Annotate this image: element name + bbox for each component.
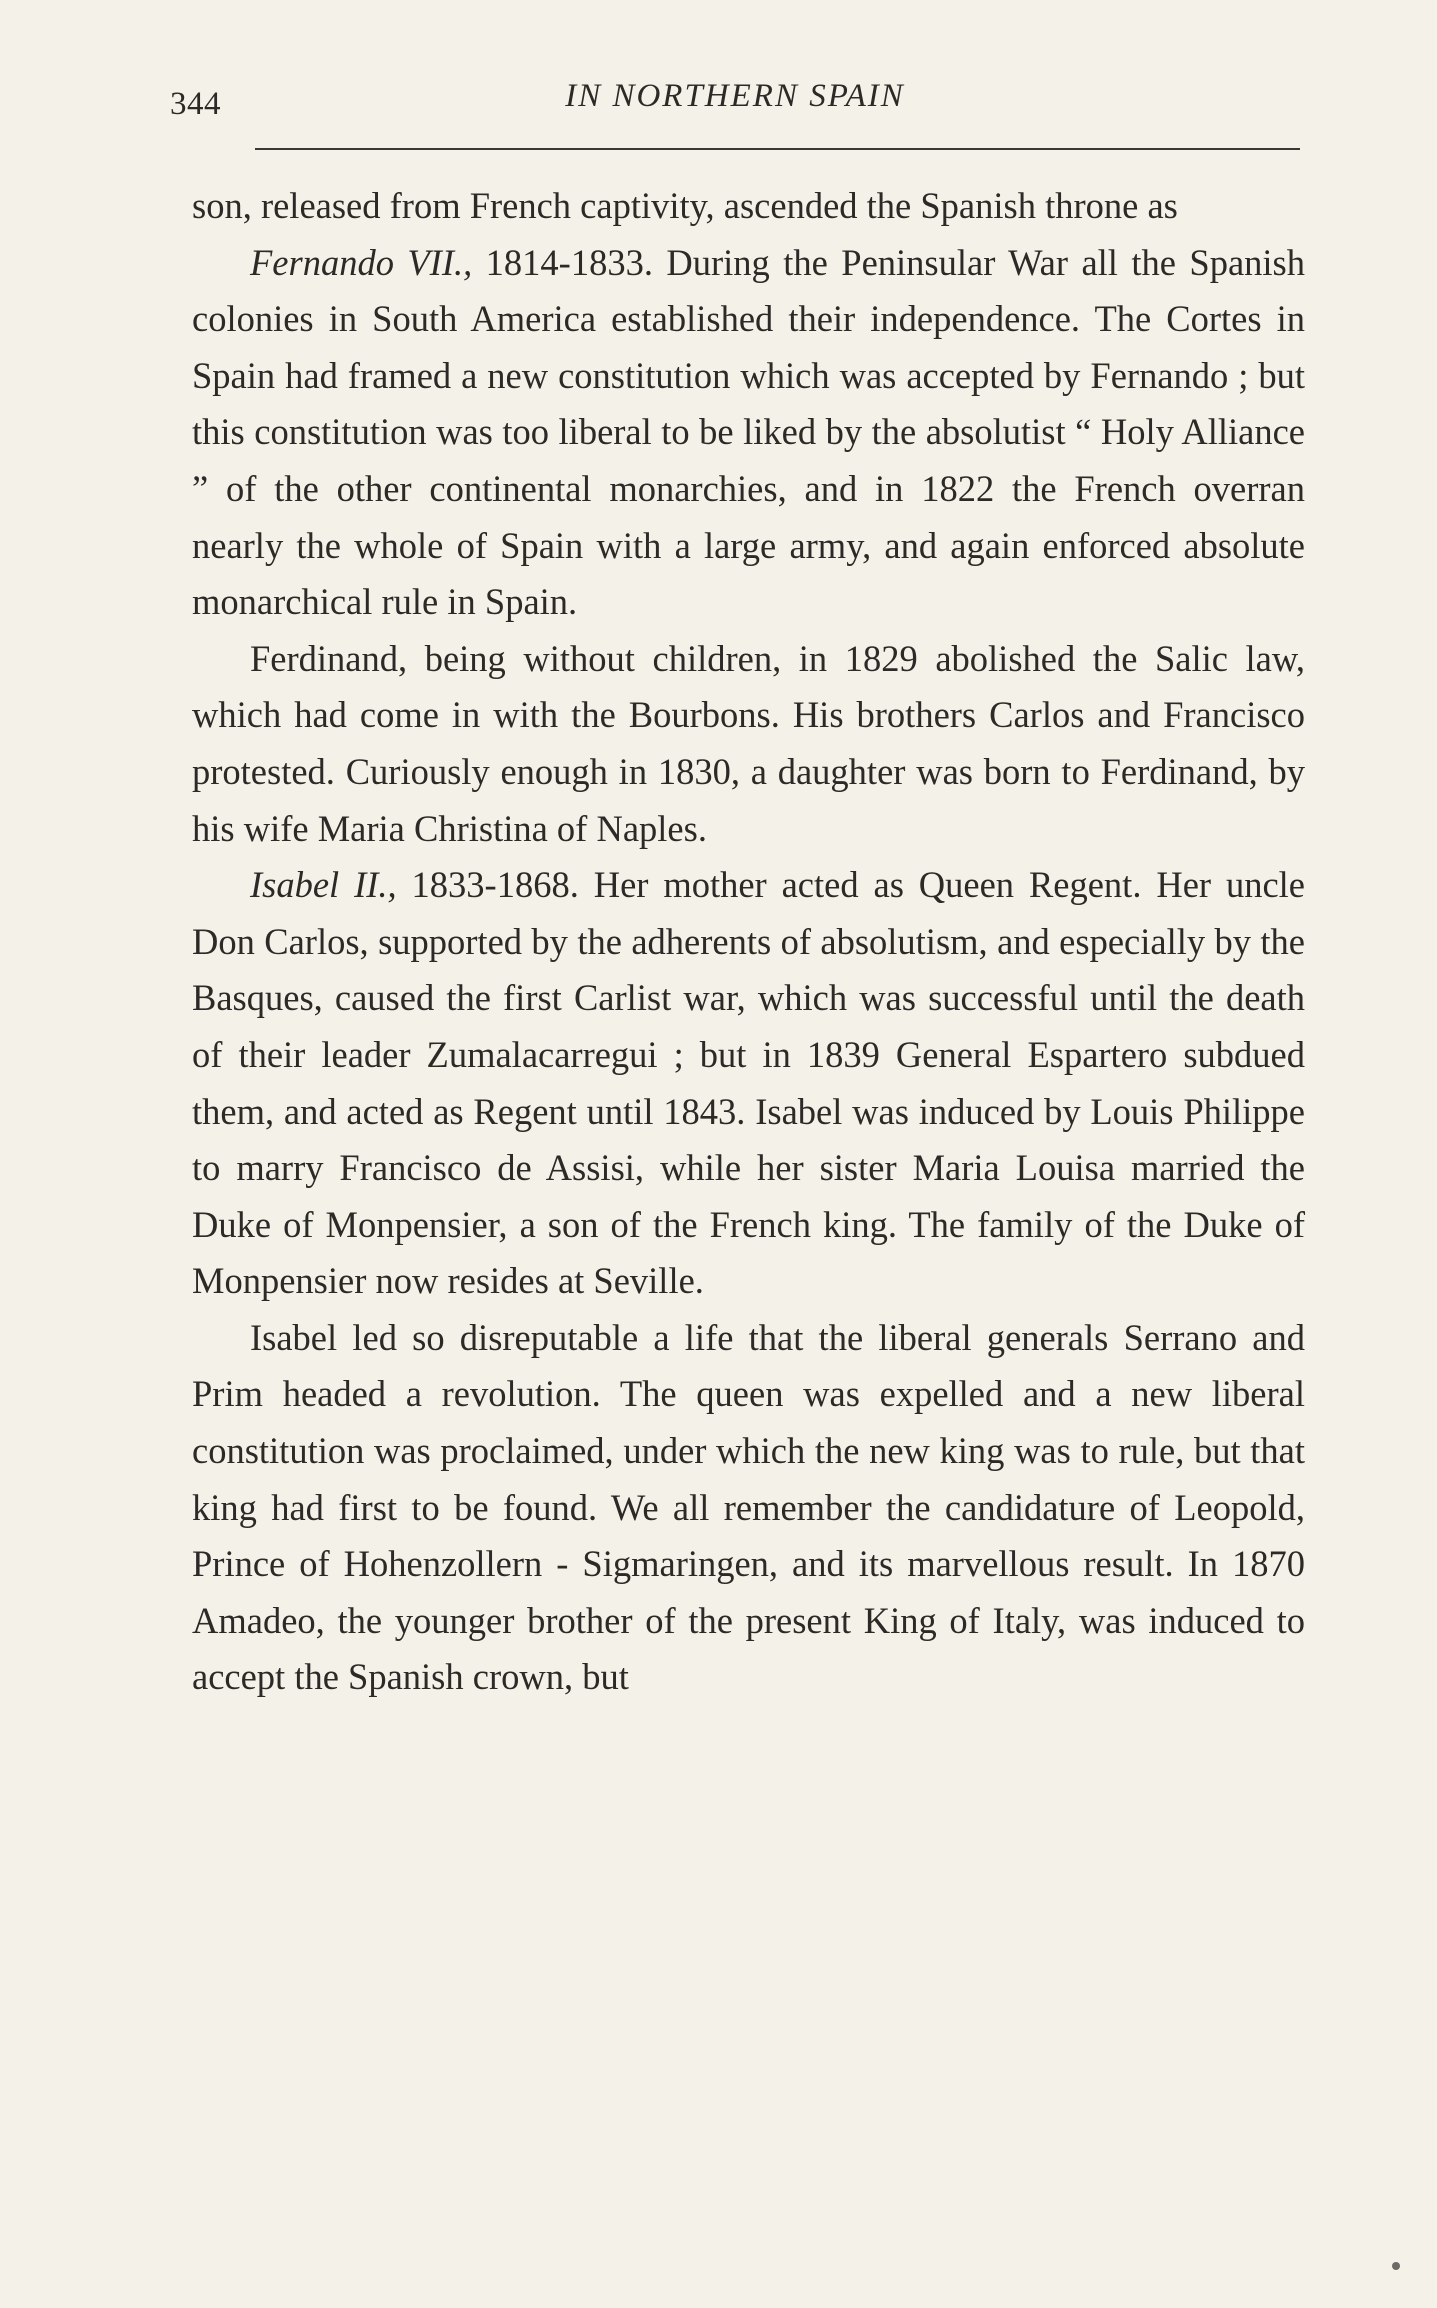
paragraph-lead: Fernando VII.,	[250, 241, 473, 283]
ink-speck	[1392, 2262, 1400, 2270]
paragraph	[192, 1310, 1305, 1706]
paragraph	[192, 631, 1305, 857]
paragraph-text: Ferdinand, being without children, in 1829 abolished the Salic law, which had come in with the Bourbons. His brothers Carlos and Francisco protested. Curiously enough in 1830, a daughter was born to Ferdinand, by his wife Maria Christina of Naples.	[192, 637, 1305, 849]
paragraph-lead: Isabel II.,	[250, 864, 397, 906]
body-text	[192, 178, 1305, 1706]
paragraph-text: 1833-1868. Her mother acted as Queen Regent. Her uncle Don Carlos, supported by the adherents of absolutism, and especially by the Basques, caused the first Carlist war, which was successful until the death of their leader Zumalacarregui ; but in 1839 General Espartero subdued them, and acted as Regent until 1843. Isabel was induced by Louis Philippe to marry Francisco de Assisi, while her sister Maria Louisa married the Duke of Monpensier, a son of the French king. The family of the Duke of Monpensier now resides at Seville.	[192, 864, 1305, 1302]
running-head: IN NORTHERN SPAIN	[565, 78, 905, 114]
page-header	[170, 72, 1300, 132]
paragraph-text: 1814-1833. During the Peninsular War all the Spanish colonies in South America established their independence. The Cortes in Spain had framed a new constitution which was accepted by Fernando ; but this constitution was too liberal to be liked by the absolutist “ Holy Alliance ” of the other continental monarchies, and in 1822 the French overran nearly the whole of Spain with a large army, and again enforced absolute monarchical rule in Spain.	[192, 241, 1305, 623]
paragraph-text: Isabel led so disreputable a life that the liberal generals Serrano and Prim headed a revolution. The queen was expelled and a new liberal constitution was proclaimed, under which the new king was to rule, but that king had first to be found. We all remember the candidature of Leopold, Prince of Hohenzollern - Sigmaringen, and its marvellous result. In 1870 Amadeo, the younger brother of the present King of Italy, was induced to accept the Spanish crown, but	[192, 1316, 1305, 1698]
paragraph	[192, 235, 1305, 631]
paragraph-text: son, released from French captivity, ascended the Spanish throne as	[192, 185, 1178, 226]
paragraph	[192, 857, 1305, 1310]
page-number: 344	[170, 86, 221, 122]
paragraph	[192, 178, 1305, 235]
header-rule	[255, 148, 1300, 150]
